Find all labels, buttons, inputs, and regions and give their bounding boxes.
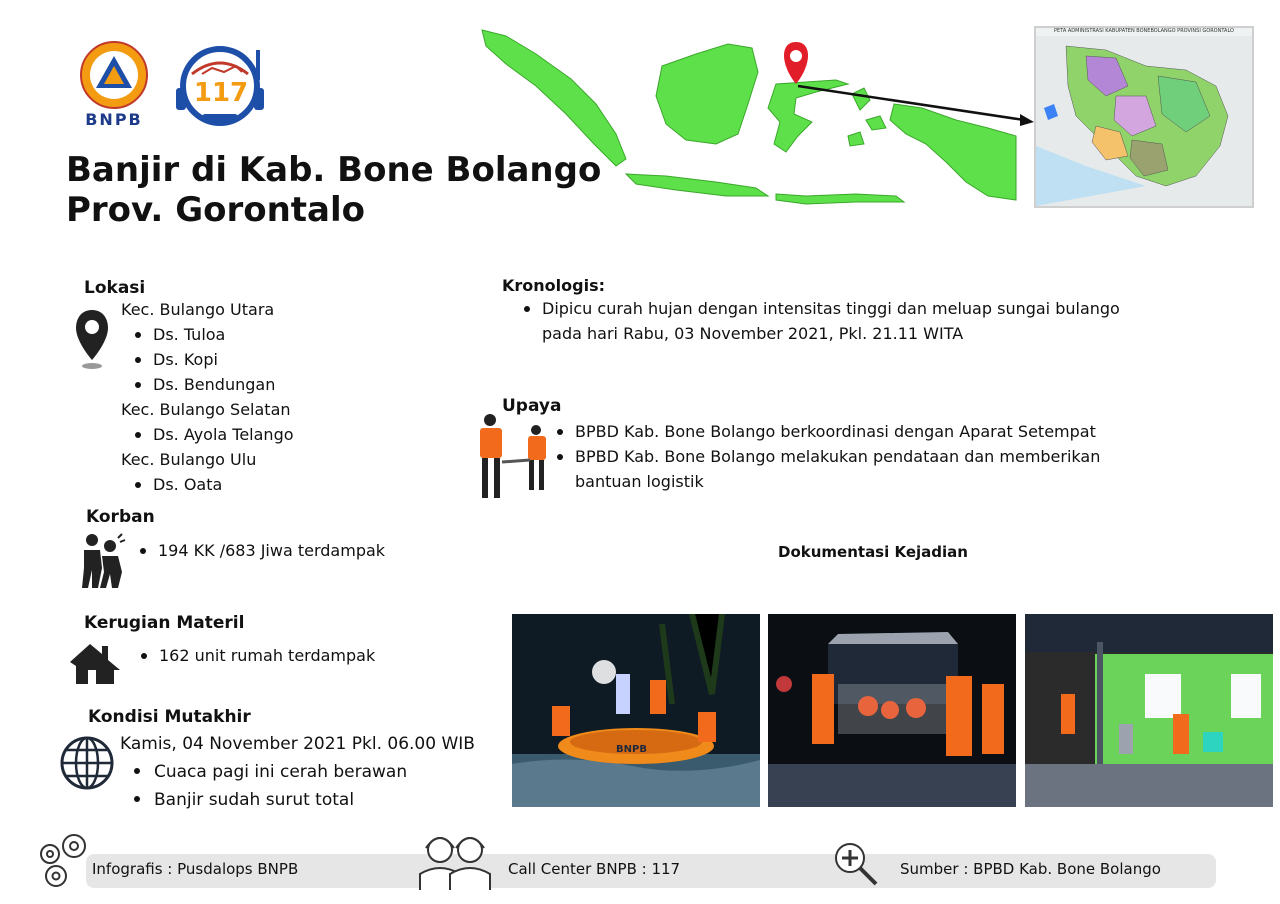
- boat-label: BNPB: [616, 744, 647, 755]
- footer-call-center: Call Center BNPB : 117: [508, 860, 681, 878]
- desa-item: Ds. Tuloa: [121, 322, 294, 347]
- kondisi-timestamp: Kamis, 04 November 2021 Pkl. 06.00 WIB: [120, 734, 475, 754]
- desa-item: Ds. Bendungan: [121, 372, 294, 397]
- photo-evacuation-boat: [512, 614, 760, 807]
- photo-logistics-truck: [768, 614, 1016, 807]
- kecamatan-label: Kec. Bulango Ulu: [121, 450, 257, 469]
- kronologis-item: Dipicu curah hujan dengan intensitas tinggi dan meluap sungai bulango: [510, 296, 1120, 321]
- magnifier-plus-icon: [832, 840, 880, 888]
- title-line-1: Banjir di Kab. Bone Bolango: [66, 150, 602, 190]
- kronologis-list: [510, 296, 1120, 346]
- logo-117-number: 117: [193, 78, 249, 108]
- photo-post-coordination: [1025, 614, 1273, 807]
- kecamatan-label: Kec. Bulango Selatan: [121, 400, 291, 419]
- kondisi-item: Banjir sudah surut total: [120, 786, 475, 814]
- upaya-heading: Upaya: [502, 396, 562, 416]
- inset-map-title: PETA ADMINISTRASI KABUPATEN BONEBOLANGO PROVINSI GORONTALO: [1054, 28, 1234, 34]
- indonesia-map-graphic: [476, 24, 1036, 224]
- title-line-2: Prov. Gorontalo: [66, 190, 365, 230]
- lokasi-list: [121, 297, 294, 497]
- korban-item: 194 KK /683 Jiwa terdampak: [126, 538, 385, 563]
- kecamatan-label: Kec. Bulango Utara: [121, 300, 275, 319]
- desa-item: Ds. Oata: [121, 472, 294, 497]
- upaya-item: BPBD Kab. Bone Bolango berkoordinasi dengan Aparat Setempat: [543, 419, 1100, 444]
- kronologis-heading: Kronologis:: [502, 276, 605, 295]
- kronologis-item-continuation: pada hari Rabu, 03 November 2021, Pkl. 21.11 WITA: [542, 324, 964, 343]
- desa-item: Ds. Kopi: [121, 347, 294, 372]
- upaya-list: [543, 419, 1100, 494]
- bnpb-emblem-icon: [76, 40, 152, 110]
- lokasi-heading: Lokasi: [84, 278, 146, 298]
- korban-heading: Korban: [86, 507, 155, 527]
- kondisi-heading: Kondisi Mutakhir: [88, 707, 251, 727]
- kerugian-item: 162 unit rumah terdampak: [127, 643, 375, 668]
- kondisi-item: Cuaca pagi ini cerah berawan: [120, 758, 475, 786]
- footer-infografis: Infografis : Pusdalops BNPB: [92, 860, 299, 878]
- upaya-item: BPBD Kab. Bone Bolango melakukan pendataan dan memberikan: [543, 444, 1100, 469]
- bnpb-logo: [76, 40, 152, 132]
- kerugian-heading: Kerugian Materil: [84, 613, 245, 633]
- upaya-item-continuation: bantuan logistik: [575, 472, 704, 491]
- house-icon: [68, 640, 122, 686]
- pusdalops-117-logo: [172, 44, 272, 128]
- desa-item: Ds. Ayola Telango: [121, 422, 294, 447]
- inset-map-graphic: [1036, 36, 1252, 206]
- kerugian-list: [127, 643, 375, 668]
- bone-bolango-inset-map: [1034, 26, 1254, 208]
- victims-icon: [78, 532, 126, 590]
- bnpb-logo-text: BNPB: [85, 110, 143, 129]
- indonesia-map: [476, 24, 1036, 224]
- location-pin-icon: [784, 42, 808, 84]
- kondisi-block: [120, 730, 475, 814]
- footer-sumber: Sumber : BPBD Kab. Bone Bolango: [900, 860, 1161, 878]
- gears-icon: [36, 830, 92, 890]
- call-center-agents-icon: [416, 828, 496, 890]
- korban-list: [126, 538, 385, 563]
- map-pin-icon: [74, 308, 110, 370]
- dokumentasi-heading: Dokumentasi Kejadian: [778, 543, 968, 561]
- globe-icon: [60, 736, 114, 790]
- rescue-team-icon: [472, 410, 552, 506]
